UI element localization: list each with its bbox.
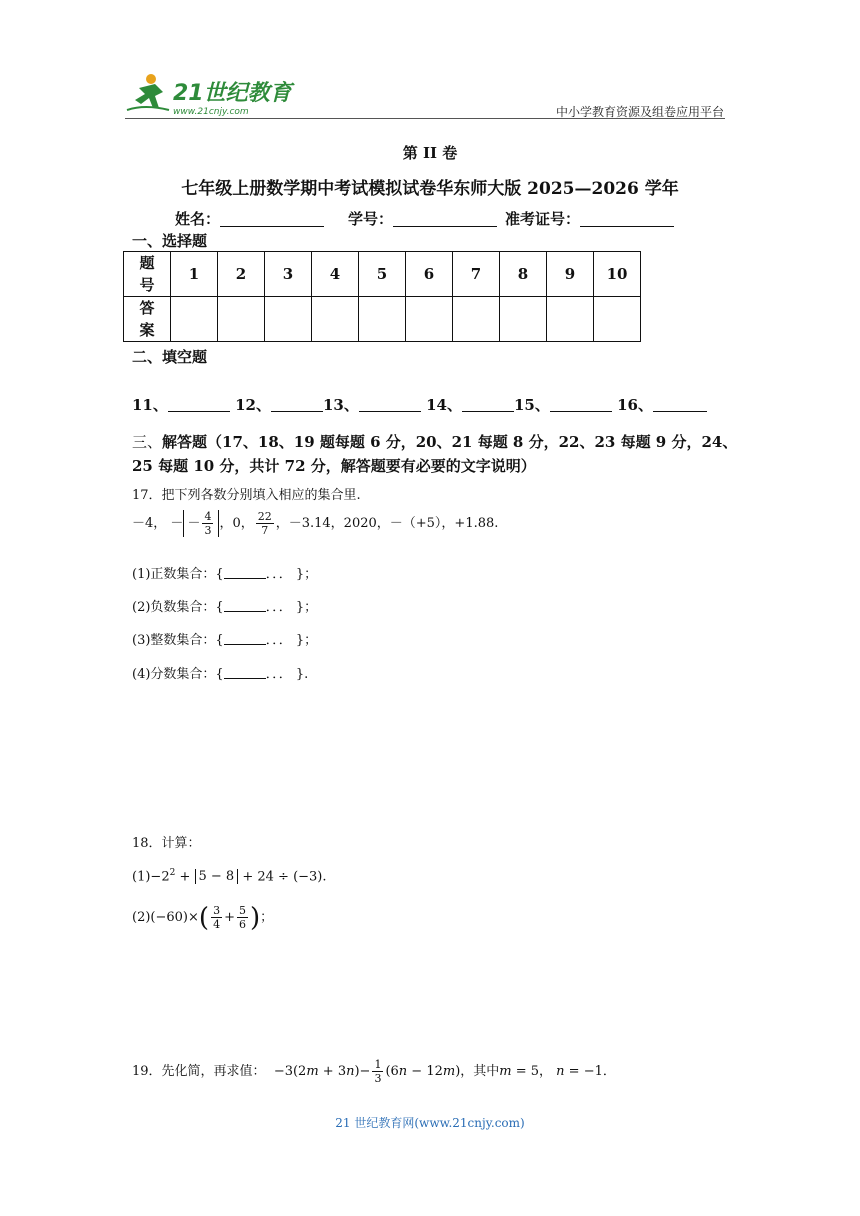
q17-blank-4[interactable] [224,666,266,679]
answer-cell[interactable] [453,297,500,342]
answer-cell[interactable] [500,297,547,342]
header-divider [125,118,725,119]
fill-blank-13[interactable] [359,397,421,412]
section-answer-title [132,430,742,478]
header-platform-text: 中小学教育资源及组卷应用平台 [555,105,724,119]
q17-part-4: (4)分数集合：{ ．．． }. [132,667,309,682]
name-field[interactable] [175,208,324,229]
q17-blank-1[interactable] [224,566,266,579]
question-number-cell: 1 [171,252,218,297]
fraction-4-3: $\frac{4}{3}$ [204,510,212,537]
question-number-cell: 8 [500,252,547,297]
q18-part-2: (2)(−60)×( $\frac{3}{4}$ + $\frac{5}{6}$ )； [132,902,274,933]
logo-text: 21世纪教育 [173,81,292,106]
row-header-answer: 答 案 [124,297,171,342]
exam-number-field[interactable] [505,208,674,229]
answer-cell[interactable] [218,297,265,342]
fraction-5-6: $\frac{5}{6}$ [238,904,246,931]
question-number-cell: 9 [547,252,594,297]
section-answer-text: 解答题（17、18、19 题每题 6 分，20、21 每题 8 分，22、23 每题 9 分，24、25 每题 10 分，共计 72 分，解答题要有必要的文字说明） [132,433,738,475]
q19-stem: 19．先化简，再求值： [132,1064,266,1079]
q17-part-1: (1)正数集合：{ ．．． }； [132,567,318,582]
q17-blank-3[interactable] [224,632,266,645]
name-label: 姓名： [175,210,221,228]
question-number-cell: 4 [312,252,359,297]
answer-cell[interactable] [171,297,218,342]
student-id-label: 学号： [348,210,394,228]
answer-cell[interactable] [406,297,453,342]
q17-part-2: (2)负数集合：{ ．．． }； [132,600,318,615]
q18-stem: 18．计算： [132,836,201,851]
answer-cell[interactable] [594,297,641,342]
fill-label-16: 16、 [617,396,653,414]
student-id-field[interactable] [348,208,497,229]
logo-21cnjy [125,70,295,118]
table-row-answers [124,297,641,342]
answer-cell[interactable] [359,297,406,342]
exam-title: 七年级上册数学期中考试模拟试卷华东师大版 2025—2026 学年 [181,179,679,199]
volume-title: 第 II 卷 [402,144,458,162]
q17-stem: 17．把下列各数分别填入相应的集合里. [132,488,361,503]
fill-label-12: 12、 [235,396,271,414]
row-header-number: 题 号 [124,252,171,297]
runner-icon [127,74,169,110]
question-number-cell: 7 [453,252,500,297]
question-number-cell: 6 [406,252,453,297]
section-choice-title: 一、选择题 [132,232,208,250]
table-row-numbers [124,252,641,297]
name-blank[interactable] [220,212,324,227]
fill-blank-16[interactable] [653,397,707,412]
fill-label-14: 14、 [426,396,462,414]
section-fill-title: 二、填空题 [132,348,208,366]
answer-cell[interactable] [312,297,359,342]
fill-blank-12[interactable] [271,397,323,412]
question-number-cell: 5 [359,252,406,297]
fill-blank-14[interactable] [462,397,514,412]
q17-blank-2[interactable] [224,599,266,612]
answer-table [123,251,641,342]
question-number-cell: 10 [594,252,641,297]
section-answer-prefix: 三、 [132,433,163,451]
exam-number-label: 准考证号： [505,210,581,228]
fill-label-11: 11、 [132,396,168,414]
fill-in-blanks [132,394,707,415]
q18-part-1: $(1)-2^2 + 5 - 8 + 24 \div (-3)$. [132,868,327,885]
fill-blank-11[interactable] [168,397,230,412]
footer-link[interactable]: 21 世纪教育网(www.21cnjy.com) [335,1116,525,1130]
answer-cell[interactable] [547,297,594,342]
q17-part-3: (3)整数集合：{ ．．． }； [132,633,318,648]
question-number-cell: 3 [265,252,312,297]
fill-blank-15[interactable] [550,397,612,412]
student-id-blank[interactable] [393,212,497,227]
fill-label-15: 15、 [513,396,550,414]
q17-numbers: －4， － － $\frac{4}{3}$ ，0， $\frac{22}{7}$ ，－3.14，2020，－（+5），+1.88. [132,510,499,537]
abs-value: 5 − 8 [195,869,239,884]
q19: 19．先化简，再求值： −3(2m + 3n)− $\frac{1}{3}$ (6n − 12m)，其中m = 5， n = −1． [132,1058,616,1085]
logo-url: www.21cnjy.com [173,107,249,117]
fraction-1-3: $\frac{1}{3}$ [374,1058,382,1085]
exam-number-blank[interactable] [580,212,674,227]
fill-label-13: 13、 [322,396,359,414]
question-number-cell: 2 [218,252,265,297]
answer-cell[interactable] [265,297,312,342]
fraction-22-7: $\frac{22}{7}$ [257,510,272,537]
fraction-3-4: $\frac{3}{4}$ [213,904,221,931]
abs-value: － $\frac{4}{3}$ [183,510,219,537]
